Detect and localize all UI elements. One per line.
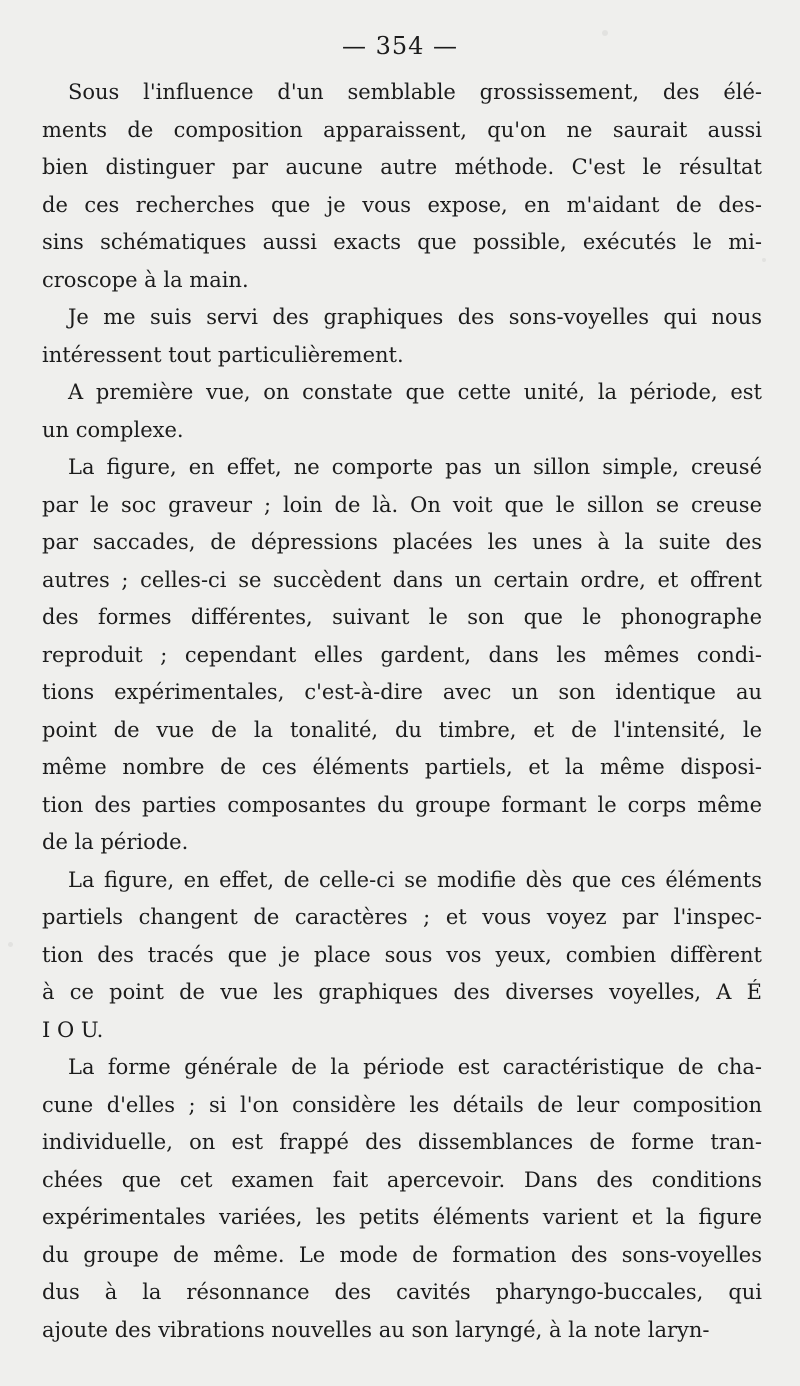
text-line: La figure, en effet, ne comporte pas un sillon simple, creusé <box>68 455 762 479</box>
text-line: ments de composition apparaissent, qu'on ne saurait aussi <box>42 117 762 142</box>
text-line: chées que cet examen fait apercevoir. Dans des conditions <box>42 1167 762 1192</box>
paper-speck <box>8 942 13 947</box>
text-line: point de vue de la tonalité, du timbre, et de l'intensité, le <box>42 717 762 742</box>
text-line: cune d'elles ; si l'on considère les détails de leur composition <box>42 1092 762 1117</box>
text-line: croscope à la main. <box>42 267 249 292</box>
paragraph <box>42 299 762 374</box>
text-line: tions expérimentales, c'est-à-dire avec un son identique au <box>42 680 762 704</box>
text-line: de la période. <box>42 830 189 854</box>
text-line: reproduit ; cependant elles gardent, dans les mêmes condi- <box>42 642 762 667</box>
paragraph <box>42 1049 762 1349</box>
text-line: Sous l'influence d'un semblable grossissement, des élé- <box>68 80 762 104</box>
text-line: même nombre de ces éléments partiels, et la même disposi- <box>42 755 762 779</box>
paragraph <box>42 74 762 299</box>
body-text <box>42 74 762 1349</box>
text-line: tion des tracés que je place sous vos yeux, combien diffèrent <box>42 942 762 967</box>
paragraph <box>42 862 762 1050</box>
page-number: — 354 — <box>341 32 459 60</box>
text-line: des formes différentes, suivant le son que le phonographe <box>42 605 762 629</box>
text-line: sins schématiques aussi exacts que possible, exécutés le mi- <box>42 230 762 254</box>
text-line: bien distinguer par aucune autre méthode. C'est le résultat <box>42 155 762 179</box>
text-line: ajoute des vibrations nouvelles au son laryngé, à la note laryn- <box>42 1317 710 1342</box>
text-line: du groupe de même. Le mode de formation des sons-voyelles <box>42 1242 762 1267</box>
text-line: par saccades, de dépressions placées les unes à la suite des <box>42 530 762 554</box>
text-line: de ces recherches que je vous expose, en m'aidant de des- <box>42 192 762 217</box>
text-line: autres ; celles-ci se succèdent dans un certain ordre, et offrent <box>42 567 762 592</box>
paper-speck <box>762 258 766 262</box>
text-line: individuelle, on est frappé des dissemblances de forme tran- <box>42 1130 762 1154</box>
text-line: La figure, en effet, de celle-ci se modifie dès que ces éléments <box>68 867 762 892</box>
text-line: I O U. <box>42 1017 104 1042</box>
text-line: La forme générale de la période est caractéristique de cha- <box>68 1055 762 1079</box>
text-line: intéressent tout particulièrement. <box>42 342 404 367</box>
text-line: tion des parties composantes du groupe formant le corps même <box>42 792 762 817</box>
paragraph <box>42 449 762 862</box>
paragraph <box>42 374 762 449</box>
text-line: A première vue, on constate que cette unité, la période, est <box>68 380 762 404</box>
text-line: par le soc graveur ; loin de là. On voit que le sillon se creuse <box>42 492 762 517</box>
text-line: dus à la résonnance des cavités pharyngo-buccales, qui <box>42 1280 762 1304</box>
text-line: Je me suis servi des graphiques des sons-voyelles qui nous <box>68 305 762 329</box>
text-line: à ce point de vue les graphiques des diverses voyelles, A É <box>42 980 762 1004</box>
text-line: expérimentales variées, les petits éléments varient et la figure <box>42 1205 762 1229</box>
text-line: partiels changent de caractères ; et vous voyez par l'inspec- <box>42 905 762 929</box>
text-line: un complexe. <box>42 417 184 442</box>
